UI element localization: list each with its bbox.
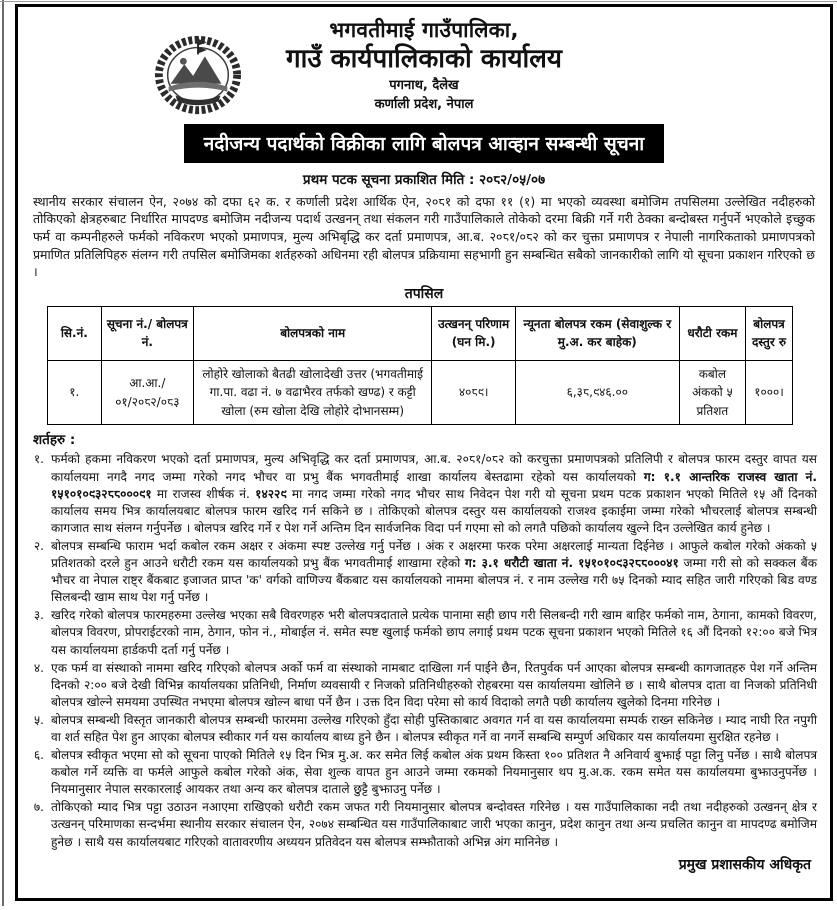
- header-serial-no: सि.नं.: [48, 306, 102, 360]
- term-item: [31, 799, 817, 850]
- term-item: [31, 747, 817, 798]
- term-number: ४.: [33, 660, 44, 675]
- cell-bid-fee: १०००।: [746, 360, 793, 425]
- cell-excavation-quantity: ४०८९।: [432, 360, 515, 425]
- header-notice-no: सूचना नं./ बोलपत्र नं.: [101, 306, 193, 360]
- signature-designation: प्रमुख प्रशासकीय अधिकृत: [678, 856, 811, 873]
- tender-table: [47, 306, 793, 426]
- address-line-2: कर्णाली प्रदेश, नेपाल: [374, 96, 474, 112]
- header-excavation-quantity: उत्खनन् परिणाम (घन मि.): [432, 306, 515, 360]
- cell-notice-no: आ.आ./०१/२०८२/०८३: [101, 360, 193, 425]
- cell-serial-no: १.: [48, 360, 102, 425]
- document-frame: [15, 4, 833, 901]
- term-text: तोकिएको म्याद भित्र पट्टा उठाउन नआएमा राखिएको धरौटी रकम जफत गरी नियमानुसार बोलपत्र बन्दोवस्त गरिनेछ । यस गाउँपालिकाका नदी तथा नदीहरुको उत्खनन् क्षेत्र र उत्खनन् परिमाणका सन्दर्भमा स्थानीय सरकार संचालन ऐन, २०७४ सम्बन्धित यस गाउँपालिकाबाट जारी भएका कानुन, प्रदेश कानुन तथा अन्य प्रचलित कानुन वा मापदण्ढ बमोजिम हुनेछ । साथै यस कार्यालयबाट गरिएको वातावरणीय अध्ययन प्रतिवेदन यस बोलपत्र सम्झौताको अभिन्न अंग मानिनेछ ।: [51, 800, 817, 849]
- cell-minimum-bid-amount: ६,३८,९४६.००: [515, 360, 679, 425]
- term-item: [31, 538, 817, 606]
- publish-date-line: प्रथम पटक सूचना प्रकाशित मिति : २०८२/०५/०७: [302, 171, 546, 188]
- term-item: [31, 607, 817, 658]
- cell-tender-name: लोहोरे खोलाको बैतढी खोलादेखी उत्तर (भगवतीमाई गा.पा. वढा नं. ७ वढाभैरव तर्फको खण्ढ) र कट्टी खोला (रुम खोला देखि लोहोरे दोभानसम्म): [194, 360, 432, 425]
- term-number: ३.: [33, 608, 44, 623]
- term-item: [31, 660, 817, 711]
- header-bid-fee: बोलपत्र दस्तुर रु: [746, 306, 793, 360]
- term-text: बोलपत्र स्वीकृत भएमा सो को सूचना पाएको मितिले १५ दिन भित्र मु.अ. कर समेत लिई कबोल अंक प्रथम किस्ता १०० प्रतिशत नै अनिवार्य बुझाई पट्टा लिनु पर्नेछ । साथै बोलपत्र कबोल गर्ने व्यक्ति वा फर्मले आफुले कबोल गरेको अंक, सेवा शुल्क वापत हुन आउने जम्मा रकमको नियमानुसार थप मु.अ.क. रकम समेत यस कार्यालयमा बुझाउनुपर्नेछ । नियमानुसार नेपाल सरकारलाई आयकर तथा अन्य कर बोलपत्र दाताले छुट्टै बुझाउनु पर्नेछ ।: [51, 748, 817, 797]
- notice-title-banner: नदीजन्य पदार्थको विक्रीका लागि बोलपत्र आव्हान सम्बन्धी सूचना: [184, 124, 664, 163]
- nepal-coat-of-arms-logo: [147, 29, 249, 117]
- term-number: ६.: [33, 748, 44, 763]
- scan-edge-line-top: [0, 1, 837, 2]
- table-header-row: [48, 306, 793, 360]
- term-text: बोलपत्र सम्बन्धी विस्तृत जानकारी बोलपत्र सम्बन्धी फारममा उल्लेख गरिएको हुँदा सोही पुस्तिकाबाट अवगत गर्न वा यस कार्यालयमा सम्पर्क राख्न सकिनेछ । म्याद नाघी रित नपुगी वा शर्त सहित पेश हुन आएका बोलपत्र स्वीकार गर्न यस कार्यालय बाध्य हुने छैन । बोलपत्र स्वीकृत गर्ने वा नगर्ने सम्बन्धि सम्पुर्ण अधिकार यस कार्यालयमा सुरक्षित रहनेछ ।: [51, 712, 817, 744]
- schedule-title: तपसिल: [404, 285, 444, 302]
- term-text: बोलपत्र सम्बन्धि फाराम भर्दा कबोल रकम अक्षर र अंकमा स्पष्ट उल्लेख गर्नु पर्नेछ । अंक र अक्षरमा फरक परेमा अक्षरलाई मान्यता दिईनेछ । आफुले कबोल गरेको अंकको ५ प्रतिशतको दरले हुन आउने धरौटी रकम यस कार्यालयको प्रभु बैंक भगवतीमाई शाखामा रहेको ग: ३.१ धरौटी खाता नं. १५१०१०९३२८८०००४१ जम्मा गरी सो को सक्कल बैंक भौचर वा नेपाल राष्ट्र बैंकबाट इजाजत प्राप्त 'क' वर्गको वाणिज्य बैंकबाट यस कार्यालयको नाममा बोलपत्र नं. र नाम उल्लेख गरी ७५ दिनको म्याद सहित जारी गरिएको बिड वण्ड सिलबन्दी खाम साथ पेश गर्नु पर्नेछ ।: [51, 538, 817, 605]
- term-text: खरिद गरेको बोलपत्र फारमहरुमा उल्लेख भएका सबै विवरणहरु भरी बोलपत्रदाताले प्रत्येक पानामा सही छाप गरी सिलबन्दी गरी खाम बाहिर फर्मको नाम, ठेगाना, कामको विवरण, बोलपत्र विवरण, प्रोपराईटरको नाम, ठेगान, फोन नं., मोबाईल नं. समेत स्पष्ट खुलाई फर्मको छाप लगाई प्रथम पटक सूचना प्रकाशन भएको मितिले १६ औं दिनको १२:०० बजे भित्र यस कार्यालयमा हार्डकपी दर्ता गर्नु पर्नेछ ।: [51, 608, 817, 657]
- header-minimum-bid-amount: न्यूनता बोलपत्र रकम (सेवाशुल्क र मु.अ. कर बाहेक): [515, 306, 679, 360]
- term-item: [31, 712, 817, 746]
- org-name: भगवतीमाई गाउँपालिका,: [329, 18, 519, 42]
- table-row: [48, 360, 793, 425]
- term-number: १.: [33, 452, 44, 467]
- header-deposit-amount: धरौटी रकम: [679, 306, 745, 360]
- term-number: २.: [33, 538, 44, 553]
- term-number: ५.: [33, 712, 44, 727]
- header-tender-name: बोलपत्रको नाम: [194, 306, 432, 360]
- scan-edge-line-left: [2, 0, 4, 906]
- cell-deposit-amount: कबोल अंकको ५ प्रतिशत: [679, 360, 745, 425]
- office-name: गाउँ कार्यपालिकाको कार्यालय: [286, 44, 562, 75]
- term-text: फर्मको हकमा नविकरण भएको दर्ता प्रमाणपत्र, मुल्य अभिवृद्धि कर दर्ता प्रमाणपत्र, आ.ब. २०८१/०८२ को करचुक्ता प्रमाणपत्रको प्रतिलिपी र बोलपत्र फारम दस्तुर वापत यस कार्यालयमा नगदै नगद जम्मा गरेको नगद भौचर वा प्रभु बैंक भगवतीमाई शाखा कार्यालय बेस्तढामा रहेको यस कार्यालयको ग: १.१ आन्तरिक राजस्व खाता नं. १५१०१०९३२८८०००९१ मा राजस्व शीर्षक नं. १४२२९ मा नगद जम्मा गरेको नगद भौचर साथ निवेदन पेश गरी यो सूचना प्रथम पटक प्रकाशन भएको मितिले १५ औं दिनको कार्यालय समय भित्र कार्यालयबाट बोलपत्र फारम खरिद गर्न सकिने छ । तोकिएको बोलपत्र दस्तुर यस कार्यालयको राजश्व इकाईमा जम्मा गरेको भौचरलाई बोलपत्र सम्बन्धी कागजात साथ संलग्न गर्नुपर्नेछ । बोलपत्र खरिद गर्ने र पेश गर्ने अन्तिम दिन सार्वजनिक विदा पर्न गएमा सो को लगतै पछिको कार्यालय खुल्ने दिन उल्लेखित कार्य हुनेछ ।: [51, 452, 817, 535]
- term-item: [31, 451, 817, 536]
- address-line-1: पगनाथ, दैलेख: [389, 78, 459, 94]
- intro-paragraph: स्थानीय सरकार संचालन ऐन, २०७४ को दफा ६२ क. र कर्णाली प्रदेश आर्थिक ऐन, २०८१ को दफा ११ (१) मा भएको व्यवस्था बमोजिम तपसिलमा उल्लेखित नदीहरुको तोकिएको क्षेत्रहरुबाट निर्धारित मापदण्ड बमोजिम नदीजन्य पदार्थ उत्खनन् तथा संकलन गरी गाउँपालिकाले तोकेको दरमा बिक्री गर्ने गरी ठेक्का बन्दोबस्त गर्नुपर्ने भएकोले इच्छुक फर्म वा कम्पनीहरुले फर्मको नविकरण भएको प्रमाणपत्र, मुल्य अभिबृद्धि कर दर्ता प्रमाणपत्र, आ.ब. २०८१/०८२ को कर चुक्ता प्रमाणपत्र र नेपाली नागरिकताको प्रमाणपत्रको प्रमाणित प्रतिलिपिहरु संलग्न गरी तपसिल बमोजिमका शर्तहरुको अधिनमा रही बोलपत्र प्रक्रियामा सहभागी हुन सम्बन्धित सबैको जानकारीको लागि यो सूचना प्रकाशन गरिएको छ ।: [33, 193, 815, 280]
- term-number: ७.: [33, 800, 44, 815]
- terms-title: शर्तहरु :: [33, 432, 76, 449]
- term-text: एक फर्म वा संस्थाको नाममा खरिद गरिएको बोलपत्र अर्को फर्म वा संस्थाको नामबाट दाखिला गर्न पाईने छैन, रितपुर्वक पर्न आएका बोलपत्र सम्बन्धी कागजातहरु पेश गर्ने अन्तिम दिनको २:०० बजे देखी विभिन्न कार्यालयका प्रतिनिधी, निर्माण व्यवसायी र निजको प्रतिनिधीहरुको रोहबरमा यस कार्यालयमा खोलिने छ । साथै बोलपत्र दाता वा निजको प्रतिनिधी बोलपत्र खोल्ने समयमा उपस्थित नभएमा बोलपत्र खोल्न बाधा पर्ने छैन । उक्त दिन विदा परेमा सो कार्य विदाको लगतै पछी कार्यालय खुलेको दिनमा गरिनेछ ।: [51, 660, 817, 709]
- letterhead: [31, 13, 817, 115]
- terms-list: [31, 451, 817, 850]
